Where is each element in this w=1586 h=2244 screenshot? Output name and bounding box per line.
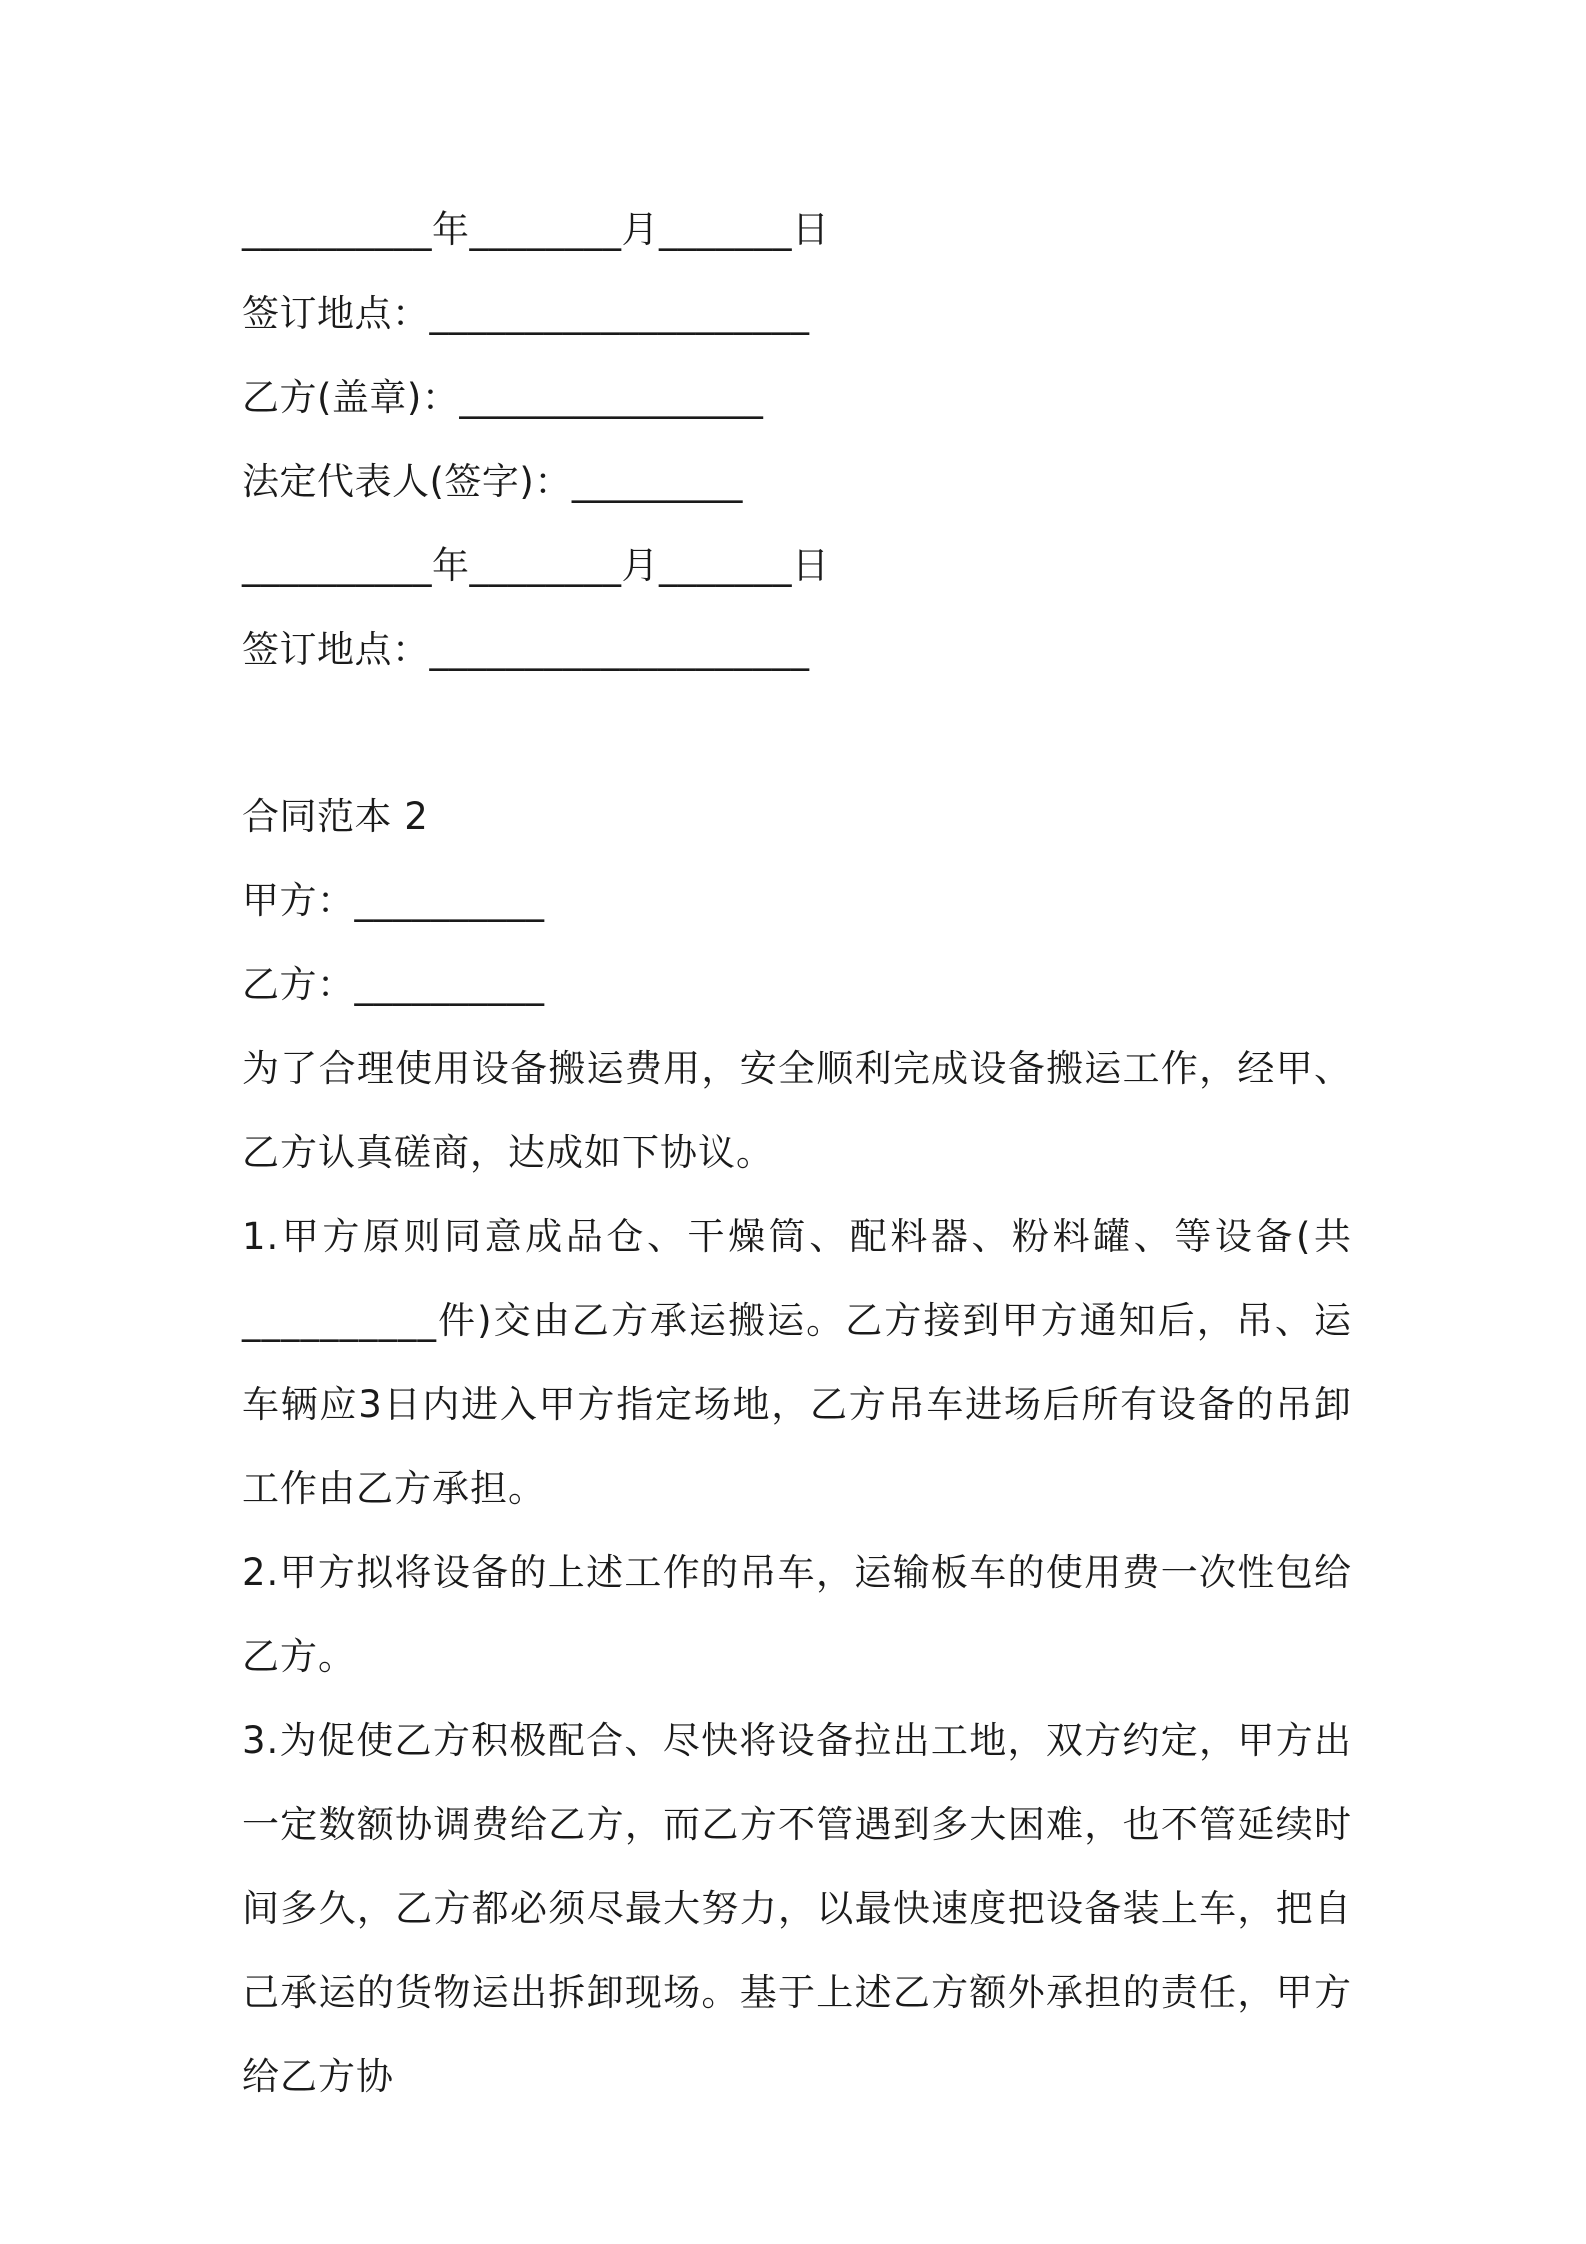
legal-rep-sign-line: 法定代表人(签字)：_________ [242,460,743,503]
contract-title: 合同范本 2 [242,795,429,838]
clause-1: 1.甲方原则同意成品仓、干燥筒、配料器、粉料罐、等设备(共__________件)交由乙方承运搬运。乙方接到甲方通知后，吊、运车辆应3日内进入甲方指定场地，乙方吊车进场后所有设备的吊卸工作由乙方承担。 [242,1215,1352,1510]
intro-paragraph: 为了合理使用设备搬运费用，安全顺利完成设备搬运工作，经甲、乙方认真磋商，达成如下协议。 [242,1047,1352,1174]
party-b-line: 乙方：__________ [242,963,545,1006]
sign-place-line-2: 签订地点：____________________ [242,628,810,671]
clause-3: 3.为促使乙方积极配合、尽快将设备拉出工地，双方约定，甲方出一定数额协调费给乙方，而乙方不管遇到多大困难，也不管延续时间多久，乙方都必须尽最大努力，以最快速度把设备装上车，把自己承运的货物运出拆卸现场。基于上述乙方额外承担的责任，甲方给乙方协 [242,1719,1352,2098]
sign-place-line: 签订地点：____________________ [242,292,810,335]
date-line: __________年________月_______日 [242,208,830,251]
clause-2: 2.甲方拟将设备的上述工作的吊车，运输板车的使用费一次性包给乙方。 [242,1551,1352,1678]
party-b-seal-line: 乙方(盖章)：________________ [242,376,764,419]
date-line-2: __________年________月_______日 [242,544,830,587]
party-a-line: 甲方：__________ [242,879,545,922]
